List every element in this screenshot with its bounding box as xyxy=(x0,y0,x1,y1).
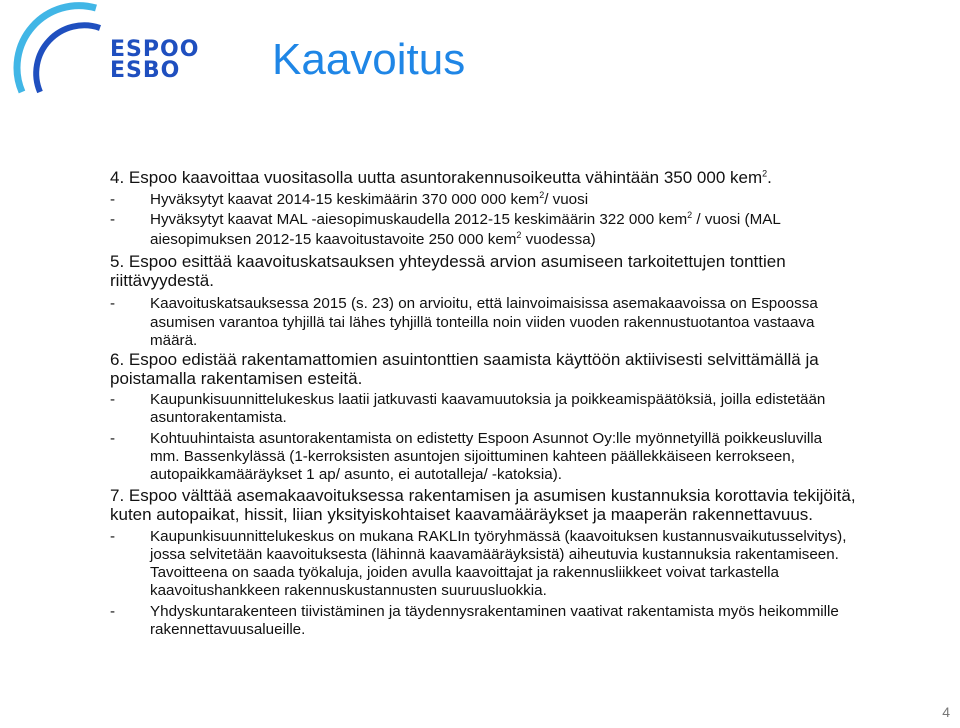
item-7b-line2: rakennettavuusalueille. xyxy=(150,621,306,638)
logo-arc-icon xyxy=(0,0,110,95)
item-6a-line1: Kaupunkisuunnittelukeskus laatii jatkuvasti kaavamuutoksia ja poikkeamispäätöksiä, joilla edistetään xyxy=(150,391,826,408)
item-7b-line1: Yhdyskuntarakenteen tiivistäminen ja täydennysrakentaminen vaativat rakentamista myös heikommille xyxy=(150,603,839,620)
item-7a-line3: Tavoitteena on saada työkaluja, joiden avulla kaavoittajat ja rakennusliikkeet voivat tarkastella xyxy=(150,564,779,581)
item-7-line2: kuten autopaikat, hissit, liian yksityiskohtaiset kaavamääräykset ja maaperän rakennettavuus. xyxy=(110,505,814,524)
page-title: Kaavoitus xyxy=(272,35,466,84)
item-5-line1: 5. Espoo esittää kaavoituskatsauksen yhteydessä arvion asumiseen tarkoitettujen tonttien xyxy=(110,252,786,271)
item-4b-line1: Hyväksytyt kaavat MAL -aiesopimuskaudella 2012-15 keskimäärin 322 000 kem$^2$ / vuosi (MAL xyxy=(150,209,781,228)
item-6b-line1: Kohtuuhintaista asuntorakentamista on edistetty Espoon Asunnot Oy:lle myönnetyillä poikkeusluvilla xyxy=(150,430,823,447)
item-4a: Hyväksytyt kaavat 2014-15 keskimäärin 370 000 000 kem$^2$/ vuosi xyxy=(150,189,589,208)
item-7-line1: 7. Espoo välttää asemakaavoituksessa rakentamisen ja asumisen kustannuksia korottavia tekijöitä, xyxy=(110,486,856,505)
item-6a-line2: asuntorakentamista. xyxy=(150,409,287,426)
item-5a-line1: Kaavoituskatsauksessa 2015 (s. 23) on arvioitu, että lainvoimaisissa asemakaavoissa on Espoossa xyxy=(150,295,818,312)
item-5-line2: riittävyydestä. xyxy=(110,271,214,290)
logo-text-espoo: ESPOO xyxy=(110,37,200,62)
item-6b-line2: mm. Bassenkylässä (1-kerroksisten asuntojen sijoittuminen kahteen päällekkäiseen kerrokseen, xyxy=(150,448,795,465)
espoo-logo xyxy=(0,0,200,95)
dash-7b: - xyxy=(110,603,116,620)
logo-text-esbo: ESBO xyxy=(110,58,181,83)
page-number: 4 xyxy=(942,704,950,720)
item-5a-line2: asumisen varantoa tyhjillä tai lähes tyhjillä tonteilla noin viiden vuoden rakennustuotantoa vastaava xyxy=(150,314,815,331)
item-6-line2: poistamalla rakentamisen esteitä. xyxy=(110,369,363,388)
item-6b-line3: autopaikkamääräykset 1 ap/ asunto, ei autotalleja/ -katoksia). xyxy=(150,466,562,483)
dash-5a: - xyxy=(110,295,116,312)
item-6-line1: 6. Espoo edistää rakentamattomien asuintonttien saamista käyttöön aktiivisesti selvittämällä ja xyxy=(110,350,819,369)
dash-6a: - xyxy=(110,391,116,408)
item-7a-line2: jossa selvitetään kaavoituksesta (lähinnä kaavamääräyksistä) aiheutuvia kustannuksia rakentamiseen. xyxy=(150,546,839,563)
item-7a-line1: Kaupunkisuunnittelukeskus on mukana RAKLIn työryhmässä (kaavoituksen kustannusvaikutusselvitys), xyxy=(150,528,847,545)
item-4: 4. Espoo kaavoittaa vuositasolla uutta asuntorakennusoikeutta vähintään 350 000 kem$^2$. xyxy=(110,168,772,187)
item-7a-line4: kaavoitushankkeen rakennuskustannusten suuruusluokkia. xyxy=(150,582,547,599)
dash-4b: - xyxy=(110,211,116,228)
item-5a-line3: määrä. xyxy=(150,332,198,349)
dash-6b: - xyxy=(110,430,116,447)
item-4b-line2: aiesopimuksen 2012-15 kaavoitustavoite 250 000 kem$^2$ vuodessa) xyxy=(150,229,596,248)
dash-7a: - xyxy=(110,528,116,545)
dash-4a: - xyxy=(110,191,116,208)
